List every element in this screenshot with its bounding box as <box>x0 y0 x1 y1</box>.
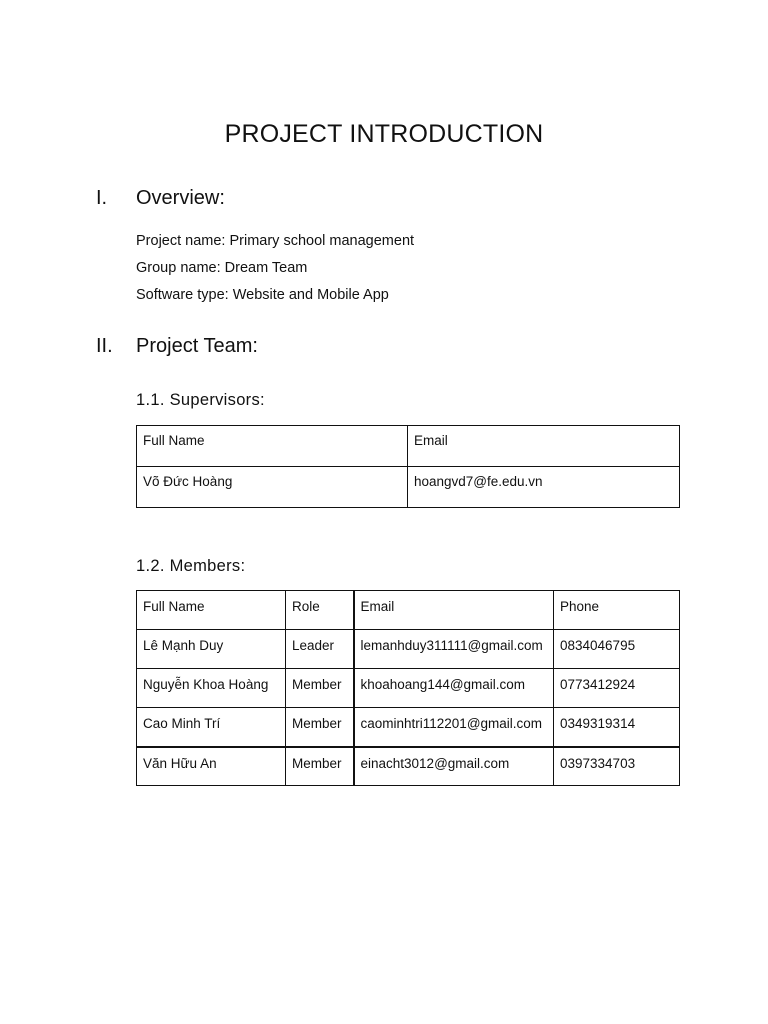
table-cell: 0397334703 <box>554 747 680 786</box>
section-title: Overview: <box>136 187 225 209</box>
table-cell: Lê Mạnh Duy <box>137 630 286 669</box>
table-cell: Nguyễn Khoa Hoàng <box>137 669 286 708</box>
section-title: Project Team: <box>136 335 258 357</box>
table-cell: 0834046795 <box>554 630 680 669</box>
table-cell: einacht3012@gmail.com <box>354 747 554 786</box>
section-overview-heading <box>0 184 768 212</box>
table-cell: hoangvd7@fe.edu.vn <box>408 467 680 508</box>
software-type-line: Software type: Website and Mobile App <box>136 287 389 303</box>
document-title: PROJECT INTRODUCTION <box>224 120 544 148</box>
table-cell: Member <box>286 669 354 708</box>
project-name-line: Project name: Primary school management <box>136 233 415 249</box>
section-number: I. <box>96 187 108 209</box>
table-row <box>137 630 680 669</box>
table-cell: Cao Minh Trí <box>137 708 286 747</box>
header-cell: Full Name <box>137 591 286 630</box>
table-cell: Võ Đức Hoàng <box>137 467 408 508</box>
table-cell: Leader <box>286 630 354 669</box>
table-cell: Member <box>286 747 354 786</box>
header-cell: Full Name <box>137 426 408 467</box>
table-row <box>137 747 680 786</box>
table-row <box>137 669 680 708</box>
table-cell: 0773412924 <box>554 669 680 708</box>
members-heading: 1.2. Members: <box>136 557 246 575</box>
group-name-line: Group name: Dream Team <box>136 260 308 276</box>
table-row <box>137 708 680 747</box>
supervisors-table <box>136 425 680 508</box>
supervisors-heading: 1.1. Supervisors: <box>136 391 265 409</box>
table-cell: 0349319314 <box>554 708 680 747</box>
header-cell: Email <box>408 426 680 467</box>
table-cell: Member <box>286 708 354 747</box>
table-header-row <box>137 426 680 467</box>
header-cell: Phone <box>554 591 680 630</box>
table-cell: Văn Hữu An <box>137 747 286 786</box>
section-number: II. <box>96 335 113 357</box>
header-cell: Role <box>286 591 354 630</box>
overview-details <box>136 228 414 309</box>
table-cell: caominhtri112201@gmail.com <box>354 708 554 747</box>
table-header-row <box>137 591 680 630</box>
section-team-heading <box>0 332 768 360</box>
table-cell: lemanhduy311111@gmail.com <box>354 630 554 669</box>
table-cell: khoahoang144@gmail.com <box>354 669 554 708</box>
table-row <box>137 467 680 508</box>
header-cell: Email <box>354 591 554 630</box>
members-table <box>136 590 680 786</box>
